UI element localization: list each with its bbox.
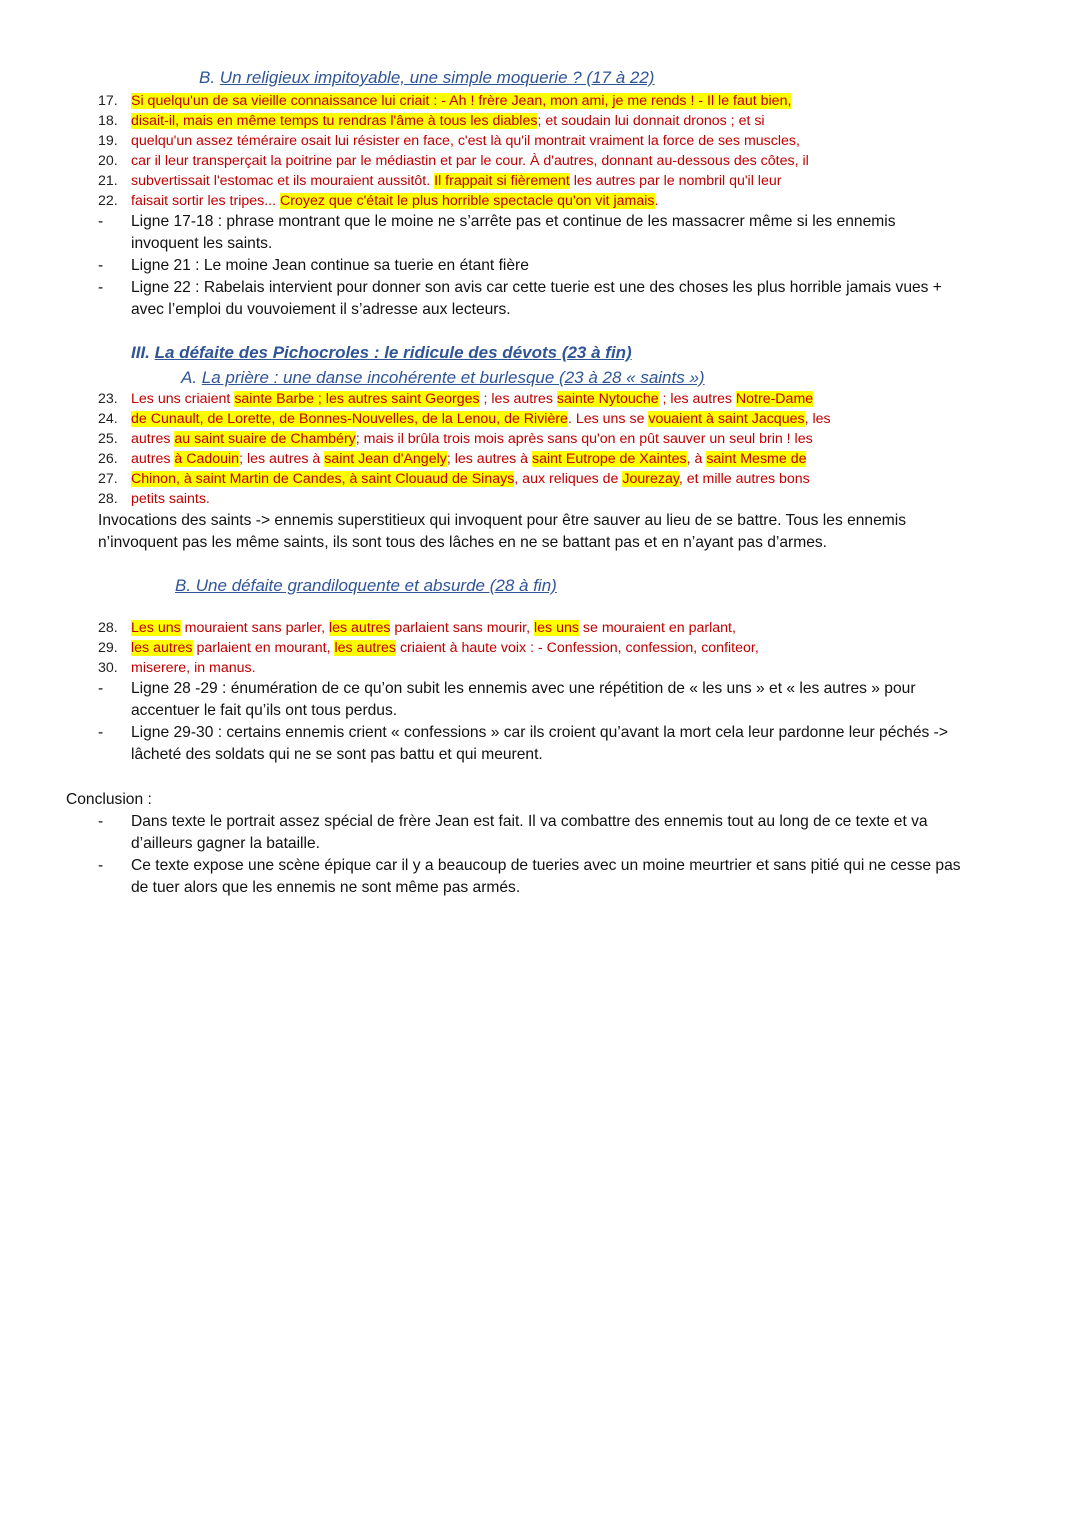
section-heading-iii-b [175,576,557,596]
quote-line [98,429,813,449]
line-number: 29. [98,640,118,656]
bullet-text [131,678,916,722]
quote-line [98,131,800,151]
highlighted-text: sainte Nytouche [556,391,659,407]
bullet-text [131,255,529,277]
line-number: 26. [98,451,118,467]
line-number: 21. [98,173,118,189]
bullet-text [131,722,948,766]
bullet-text [131,277,942,321]
quote-text: ; mais il brûla trois mois après sans qu'on en pût sauver un seul brin ! les [355,431,813,447]
quote-line [98,111,765,131]
highlighted-text: Jourezay [622,471,679,487]
highlighted-text: les autres [131,640,193,656]
highlighted-text: les uns [534,620,579,636]
bullet-line: avec l’emploi du vouvoiement il s’adresse aux lecteurs. [131,301,511,318]
quote-text: . [654,193,659,209]
highlighted-text: Croyez que c'était le plus horrible spectacle qu'on vit jamais [280,193,655,209]
highlighted-text: vouaient à saint Jacques [648,411,805,427]
conclusion-heading: Conclusion : [66,791,152,808]
quote-text: Les uns criaient [131,391,235,407]
bullet-dash: - [98,279,104,296]
quote-line [98,191,658,211]
quote-line [98,469,810,489]
line-number: 20. [98,153,118,169]
bullet-line: Ligne 29-30 : certains ennemis crient « confessions » car ils croient qu’avant la mort cela leur pardonne leur péchés -> [131,724,948,741]
highlighted-text: saint Eutrope de Xaintes [532,451,687,467]
quote-text: autres [131,431,175,447]
bullet-line: d’ailleurs gagner la bataille. [131,835,320,852]
highlighted-text: les autres [334,640,396,656]
line-number: 23. [98,391,118,407]
quote-text: subvertissait l'estomac et ils mouraient aussitôt. [131,173,435,189]
quote-text: mouraient sans parler, [180,620,329,636]
quote-text: ; les autres [658,391,736,407]
quote-line [98,449,806,469]
quote-text: ; les autres à [446,451,533,467]
line-number: 18. [98,113,118,129]
quote-line [98,618,736,638]
quote-text: petits saints. [131,491,210,507]
highlighted-text: disait-il, mais en même temps tu rendras l'âme à tous les diables [131,113,538,129]
bullet-dash: - [98,857,104,874]
heading-title: B. Une défaite grandiloquente et absurde (28 à fin) [175,576,557,595]
bullet-line: invoquent les saints. [131,235,273,252]
line-number: 25. [98,431,118,447]
quote-text: criaient à haute voix : - Confession, confession, confiteor, [396,640,759,656]
line-number: 30. [98,660,118,676]
highlighted-text: de Cunault, de Lorette, de Bonnes-Nouvelles, de la Lenou, de Rivière [131,411,568,427]
quote-text: autres [131,451,175,467]
highlighted-text: saint Jean d'Angely [324,451,447,467]
quote-text: ; les autres à [239,451,325,467]
bullet-line: Ligne 28 -29 : énumération de ce qu’on subit les ennemis avec une répétition de « les uns » et « les autres » pour [131,680,916,697]
highlighted-text: sainte Barbe ; les autres saint Georges [234,391,480,407]
quote-text: , aux reliques de [514,471,623,487]
quote-text: , les [804,411,831,427]
quote-text: faisait sortir les tripes... [131,193,281,209]
quote-text: , et mille autres bons [678,471,810,487]
quote-text: car il leur transperçait la poitrine par le médiastin et par le cour. À d'autres, donnant au-dessous des côtes, il [131,153,809,169]
bullet-dash: - [98,213,104,230]
paragraph-line: n’invoquent pas les même saints, ils sont tous des lâches en ne se battant pas et en n’ayant pas d’armes. [98,534,828,551]
bullet-line: Ce texte expose une scène épique car il y a beaucoup de tueries avec un moine meurtrier et sans pitié qui ne cesse pas [131,857,961,874]
highlighted-text: Il frappait si fièrement [434,173,570,189]
bullet-dash: - [98,257,104,274]
line-number: 28. [98,620,118,636]
line-number: 27. [98,471,118,487]
bullet-line: Dans texte le portrait assez spécial de frère Jean est fait. Il va combattre des ennemis tout au long de ce texte et va [131,813,928,830]
quote-line [98,151,809,171]
paragraph-line: Invocations des saints -> ennemis superstitieux qui invoquent pour être sauver au lieu de se battre. Tous les ennemis [98,512,907,529]
section-heading-iii [131,343,632,363]
quote-line [98,658,256,678]
quote-text: parlaient sans mourir, [390,620,535,636]
highlighted-text: Les uns [131,620,181,636]
heading-title: La prière : une danse incohérente et burlesque (23 à 28 « saints ») [201,368,705,387]
bullet-text [131,811,928,855]
bullet-line: accentuer le fait qu’ils ont tous perdus. [131,702,398,719]
heading-title: La défaite des Pichocroles : le ridicule des dévots (23 à fin) [154,343,632,362]
highlighted-text: Si quelqu'un de sa vieille connaissance lui criait : - Ah ! frère Jean, mon ami, je me rends ! - Il le faut bien, [131,93,792,109]
heading-title: Un religieux impitoyable, une simple moquerie ? (17 à 22) [219,68,655,87]
quote-text: parlaient en mourant, [192,640,335,656]
bullet-dash: - [98,724,104,741]
bullet-line: Ligne 21 : Le moine Jean continue sa tuerie en étant fière [131,257,529,274]
bullet-line: lâcheté des soldats qui ne se sont pas battu et qui meurent. [131,746,543,763]
heading-prefix: A. [181,368,202,387]
quote-text: les autres par le nombril qu'il leur [569,173,782,189]
line-number: 28. [98,491,118,507]
highlighted-text: à Cadouin [174,451,240,467]
quote-line [98,638,759,658]
bullet-line: Ligne 22 : Rabelais intervient pour donner son avis car cette tuerie est une des choses les plus horrible jamais vues + [131,279,942,296]
highlighted-text: Notre-Dame [735,391,814,407]
quote-text: quelqu'un assez téméraire osait lui résister en face, c'est là qu'il montrait vraiment la force de ses muscles, [131,133,800,149]
highlighted-text: saint Mesme de [706,451,807,467]
quote-line [98,389,813,409]
quote-text: ; et soudain lui donnait dronos ; et si [537,113,765,129]
bullet-line: Ligne 17-18 : phrase montrant que le moine ne s’arrête pas et continue de les massacrer même si les ennemis [131,213,896,230]
section-heading-iii-a [181,368,705,388]
heading-prefix: III. [131,343,155,362]
quote-text: ; les autres [479,391,557,407]
line-number: 19. [98,133,118,149]
section-heading-ii-b [199,68,654,88]
line-number: 17. [98,93,118,109]
quote-text: . Les uns se [567,411,649,427]
bullet-dash: - [98,813,104,830]
bullet-text [131,855,961,899]
quote-line [98,171,781,191]
highlighted-text: les autres [328,620,391,636]
line-number: 22. [98,193,118,209]
highlighted-text: au saint suaire de Chambéry [174,431,356,447]
bullet-line: de tuer alors que les ennemis ne sont même pas armés. [131,879,521,896]
bullet-text [131,211,896,255]
quote-line [98,409,831,429]
quote-line [98,489,210,509]
line-number: 24. [98,411,118,427]
highlighted-text: Chinon, à saint Martin de Candes, à saint Clouaud de Sinays [131,471,515,487]
heading-prefix: B. [199,68,220,87]
quote-line [98,91,791,111]
bullet-dash: - [98,680,104,697]
quote-text: se mouraient en parlant, [578,620,736,636]
quote-text: , à [686,451,707,467]
quote-text: miserere, in manus. [131,660,256,676]
